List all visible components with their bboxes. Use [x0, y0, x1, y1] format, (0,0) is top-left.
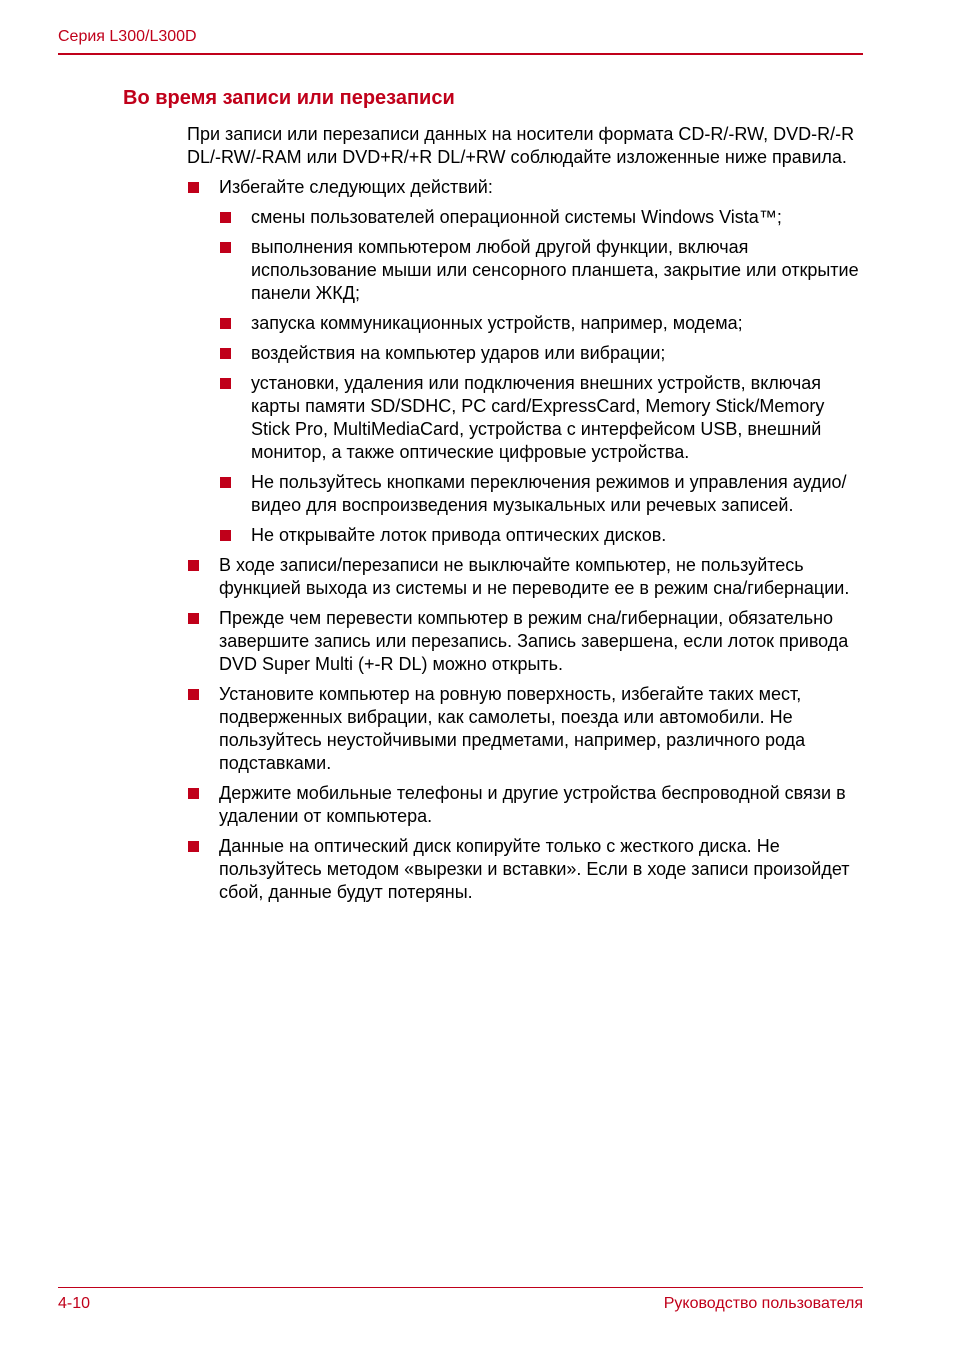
sub-bullet-list — [219, 206, 863, 547]
bullet-list — [187, 176, 863, 904]
square-bullet-icon — [188, 841, 199, 852]
section-body — [187, 123, 863, 911]
sub-list-item — [219, 471, 863, 517]
bullet-text: Установите компьютер на ровную поверхность, избегайте таких мест, подверженных вибрации, как самолеты, поезда или автомобили. Не пользуйтесь неустойчивыми предметами, например, различного рода подставками. — [219, 684, 806, 773]
sub-list-item — [219, 524, 863, 547]
list-item — [187, 782, 863, 828]
sub-bullet-text: Не открывайте лоток привода оптических дисков. — [251, 525, 667, 545]
running-header-title: Серия L300/L300D — [58, 28, 197, 45]
sub-bullet-text: смены пользователей операционной системы Windows Vista™; — [251, 207, 782, 227]
list-item — [187, 554, 863, 600]
square-bullet-icon — [220, 530, 231, 541]
square-bullet-icon — [220, 318, 231, 329]
square-bullet-icon — [220, 348, 231, 359]
list-item — [187, 176, 863, 547]
list-item — [187, 607, 863, 676]
list-item — [187, 835, 863, 904]
square-bullet-icon — [220, 212, 231, 223]
sub-bullet-text: воздействия на компьютер ударов или вибрации; — [251, 343, 666, 363]
intro-paragraph: При записи или перезаписи данных на носители формата CD-R/-RW, DVD-R/-R DL/-RW/-RAM или DVD+R/+R DL/+RW соблюдайте изложенные ниже правила. — [187, 124, 855, 167]
bullet-text: Данные на оптический диск копируйте только с жесткого диска. Не пользуйтесь методом «вырезки и вставки». Если в ходе записи произойдет сбой, данные будут потеряны. — [219, 836, 850, 902]
bullet-text: В ходе записи/перезаписи не выключайте компьютер, не пользуйтесь функцией выхода из системы и не переводите ее в режим сна/гибернации. — [219, 555, 850, 598]
sub-list-item — [219, 206, 863, 229]
sub-list-item — [219, 372, 863, 464]
page-number: 4-10 — [58, 1295, 91, 1312]
header-divider — [58, 53, 863, 55]
square-bullet-icon — [220, 378, 231, 389]
square-bullet-icon — [188, 788, 199, 799]
sub-bullet-text: выполнения компьютером любой другой функции, включая использование мыши или сенсорного планшета, закрытие или открытие панели ЖКД; — [251, 237, 859, 303]
sub-list-item — [219, 342, 863, 365]
square-bullet-icon — [220, 477, 231, 488]
sub-bullet-text: установки, удаления или подключения внешних устройств, включая карты памяти SD/SDHC, PC card/ExpressCard, Memory Stick/Memory Stick Pro, MultiMediaCard, устройства с интерфейсом USB, внешний монитор, а также оптические цифровые устройства. — [251, 373, 825, 462]
square-bullet-icon — [220, 242, 231, 253]
sub-bullet-text: Не пользуйтесь кнопками переключения режимов и управления аудио/видео для воспроизведения музыкальных или речевых записей. — [251, 472, 847, 515]
sub-bullet-text: запуска коммуникационных устройств, например, модема; — [251, 313, 743, 333]
square-bullet-icon — [188, 689, 199, 700]
sub-list-item — [219, 312, 863, 335]
square-bullet-icon — [188, 182, 199, 193]
sub-list-item — [219, 236, 863, 305]
footer-divider — [58, 1287, 863, 1288]
bullet-text: Прежде чем перевести компьютер в режим сна/гибернации, обязательно завершите запись или перезапись. Запись завершена, если лоток привода DVD Super Multi (+-R DL) можно открыть. — [219, 608, 849, 674]
square-bullet-icon — [188, 613, 199, 624]
square-bullet-icon — [188, 560, 199, 571]
section-heading: Во время записи или перезаписи — [123, 87, 455, 109]
bullet-text: Избегайте следующих действий: — [219, 177, 493, 197]
list-item — [187, 683, 863, 775]
bullet-text: Держите мобильные телефоны и другие устройства беспроводной связи в удалении от компьютера. — [219, 783, 846, 826]
running-footer-title: Руководство пользователя — [663, 1295, 863, 1312]
